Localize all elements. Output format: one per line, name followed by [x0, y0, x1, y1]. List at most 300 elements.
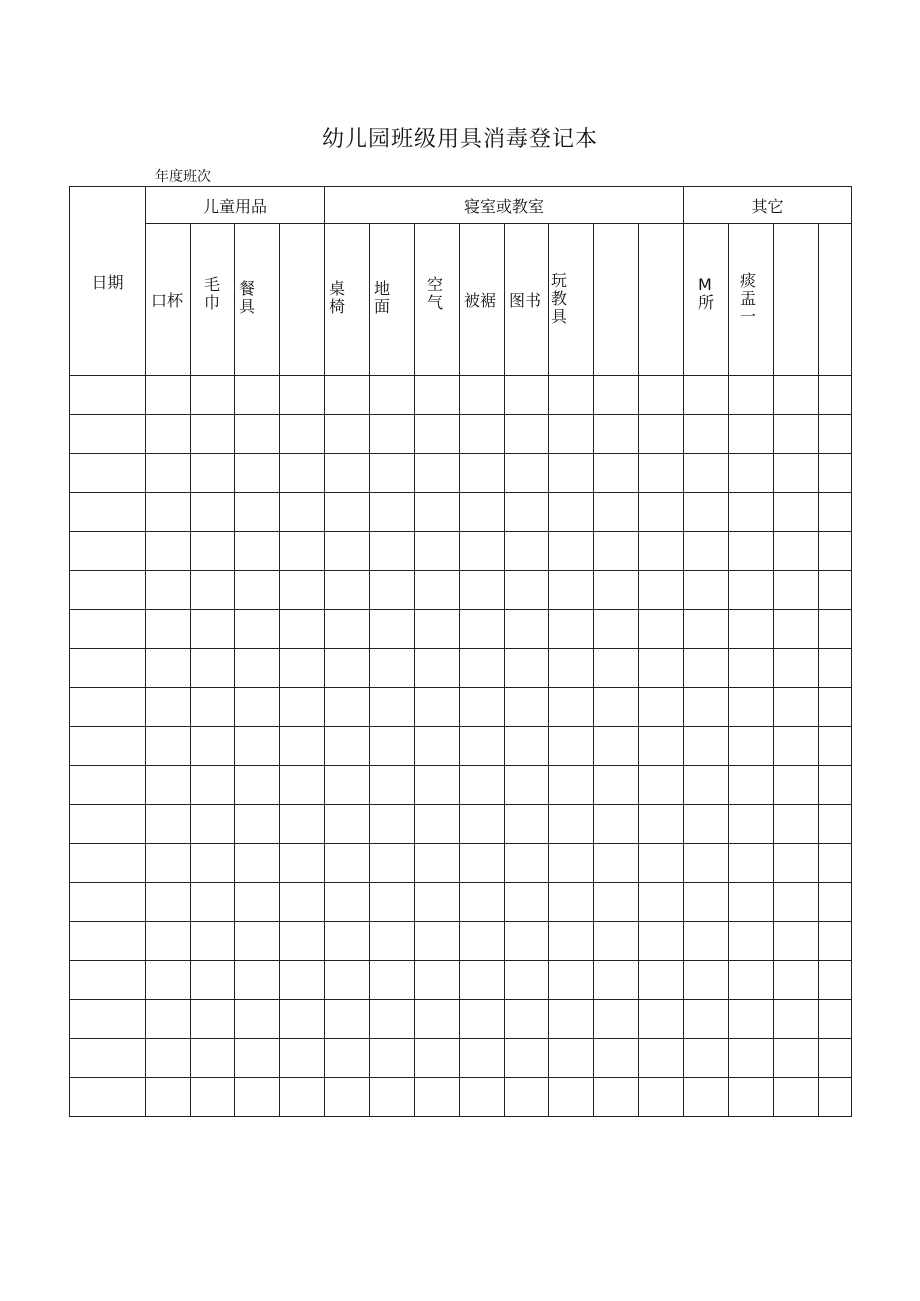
record-cell[interactable]: [146, 688, 191, 727]
record-cell[interactable]: [639, 1078, 684, 1117]
record-cell[interactable]: [774, 1039, 819, 1078]
record-cell[interactable]: [639, 493, 684, 532]
record-cell[interactable]: [549, 610, 594, 649]
record-cell[interactable]: [639, 688, 684, 727]
record-cell[interactable]: [460, 922, 505, 961]
record-cell[interactable]: [460, 1078, 505, 1117]
record-cell[interactable]: [639, 883, 684, 922]
record-cell[interactable]: [460, 610, 505, 649]
record-cell[interactable]: [549, 688, 594, 727]
record-cell[interactable]: [549, 922, 594, 961]
record-cell[interactable]: [280, 571, 325, 610]
record-cell[interactable]: [146, 766, 191, 805]
record-cell[interactable]: [594, 493, 639, 532]
record-cell[interactable]: [235, 1000, 280, 1039]
record-cell[interactable]: [639, 610, 684, 649]
date-cell[interactable]: [70, 1078, 146, 1117]
record-cell[interactable]: [819, 766, 852, 805]
record-cell[interactable]: [191, 1000, 235, 1039]
record-cell[interactable]: [549, 493, 594, 532]
record-cell[interactable]: [549, 766, 594, 805]
record-cell[interactable]: [415, 883, 460, 922]
record-cell[interactable]: [729, 610, 774, 649]
record-cell[interactable]: [235, 1078, 280, 1117]
record-cell[interactable]: [774, 649, 819, 688]
record-cell[interactable]: [729, 532, 774, 571]
record-cell[interactable]: [235, 961, 280, 1000]
record-cell[interactable]: [325, 454, 370, 493]
record-cell[interactable]: [549, 454, 594, 493]
record-cell[interactable]: [549, 1039, 594, 1078]
record-cell[interactable]: [729, 1039, 774, 1078]
record-cell[interactable]: [191, 688, 235, 727]
record-cell[interactable]: [594, 532, 639, 571]
date-cell[interactable]: [70, 532, 146, 571]
record-cell[interactable]: [235, 766, 280, 805]
record-cell[interactable]: [235, 844, 280, 883]
date-cell[interactable]: [70, 610, 146, 649]
record-cell[interactable]: [325, 571, 370, 610]
record-cell[interactable]: [325, 961, 370, 1000]
record-cell[interactable]: [819, 727, 852, 766]
record-cell[interactable]: [325, 727, 370, 766]
record-cell[interactable]: [774, 493, 819, 532]
record-cell[interactable]: [370, 610, 415, 649]
record-cell[interactable]: [370, 1078, 415, 1117]
record-cell[interactable]: [370, 922, 415, 961]
date-cell[interactable]: [70, 1039, 146, 1078]
record-cell[interactable]: [819, 454, 852, 493]
record-cell[interactable]: [774, 961, 819, 1000]
record-cell[interactable]: [774, 805, 819, 844]
record-cell[interactable]: [729, 493, 774, 532]
date-cell[interactable]: [70, 883, 146, 922]
record-cell[interactable]: [505, 1000, 549, 1039]
record-cell[interactable]: [774, 454, 819, 493]
record-cell[interactable]: [146, 727, 191, 766]
record-cell[interactable]: [639, 1000, 684, 1039]
record-cell[interactable]: [729, 805, 774, 844]
record-cell[interactable]: [594, 688, 639, 727]
record-cell[interactable]: [415, 376, 460, 415]
record-cell[interactable]: [191, 961, 235, 1000]
record-cell[interactable]: [235, 376, 280, 415]
record-cell[interactable]: [235, 415, 280, 454]
record-cell[interactable]: [325, 883, 370, 922]
record-cell[interactable]: [594, 883, 639, 922]
record-cell[interactable]: [729, 688, 774, 727]
date-cell[interactable]: [70, 649, 146, 688]
record-cell[interactable]: [549, 649, 594, 688]
record-cell[interactable]: [684, 649, 729, 688]
record-cell[interactable]: [774, 1078, 819, 1117]
record-cell[interactable]: [594, 961, 639, 1000]
record-cell[interactable]: [325, 805, 370, 844]
record-cell[interactable]: [594, 571, 639, 610]
record-cell[interactable]: [370, 1039, 415, 1078]
record-cell[interactable]: [594, 805, 639, 844]
record-cell[interactable]: [774, 610, 819, 649]
date-cell[interactable]: [70, 454, 146, 493]
record-cell[interactable]: [684, 1039, 729, 1078]
record-cell[interactable]: [370, 415, 415, 454]
record-cell[interactable]: [146, 1078, 191, 1117]
record-cell[interactable]: [280, 649, 325, 688]
record-cell[interactable]: [505, 961, 549, 1000]
record-cell[interactable]: [460, 532, 505, 571]
record-cell[interactable]: [684, 1000, 729, 1039]
record-cell[interactable]: [549, 961, 594, 1000]
record-cell[interactable]: [819, 610, 852, 649]
date-cell[interactable]: [70, 688, 146, 727]
record-cell[interactable]: [235, 493, 280, 532]
record-cell[interactable]: [191, 883, 235, 922]
date-cell[interactable]: [70, 922, 146, 961]
record-cell[interactable]: [639, 961, 684, 1000]
record-cell[interactable]: [505, 610, 549, 649]
record-cell[interactable]: [235, 688, 280, 727]
record-cell[interactable]: [280, 922, 325, 961]
record-cell[interactable]: [370, 571, 415, 610]
record-cell[interactable]: [505, 649, 549, 688]
record-cell[interactable]: [280, 610, 325, 649]
record-cell[interactable]: [191, 610, 235, 649]
record-cell[interactable]: [191, 922, 235, 961]
record-cell[interactable]: [280, 1000, 325, 1039]
record-cell[interactable]: [460, 493, 505, 532]
record-cell[interactable]: [729, 1078, 774, 1117]
record-cell[interactable]: [235, 571, 280, 610]
date-cell[interactable]: [70, 493, 146, 532]
record-cell[interactable]: [819, 415, 852, 454]
record-cell[interactable]: [505, 688, 549, 727]
record-cell[interactable]: [594, 844, 639, 883]
record-cell[interactable]: [639, 805, 684, 844]
record-cell[interactable]: [505, 415, 549, 454]
record-cell[interactable]: [594, 649, 639, 688]
record-cell[interactable]: [191, 1039, 235, 1078]
record-cell[interactable]: [819, 961, 852, 1000]
record-cell[interactable]: [370, 493, 415, 532]
record-cell[interactable]: [460, 805, 505, 844]
record-cell[interactable]: [191, 532, 235, 571]
record-cell[interactable]: [684, 844, 729, 883]
record-cell[interactable]: [549, 1078, 594, 1117]
record-cell[interactable]: [594, 610, 639, 649]
record-cell[interactable]: [280, 883, 325, 922]
record-cell[interactable]: [819, 493, 852, 532]
record-cell[interactable]: [280, 1078, 325, 1117]
record-cell[interactable]: [325, 922, 370, 961]
record-cell[interactable]: [415, 961, 460, 1000]
record-cell[interactable]: [191, 1078, 235, 1117]
record-cell[interactable]: [684, 805, 729, 844]
record-cell[interactable]: [594, 376, 639, 415]
record-cell[interactable]: [235, 532, 280, 571]
record-cell[interactable]: [235, 454, 280, 493]
record-cell[interactable]: [505, 844, 549, 883]
record-cell[interactable]: [146, 922, 191, 961]
record-cell[interactable]: [460, 454, 505, 493]
record-cell[interactable]: [280, 532, 325, 571]
record-cell[interactable]: [774, 922, 819, 961]
record-cell[interactable]: [729, 922, 774, 961]
record-cell[interactable]: [639, 1039, 684, 1078]
record-cell[interactable]: [325, 376, 370, 415]
record-cell[interactable]: [505, 727, 549, 766]
record-cell[interactable]: [505, 805, 549, 844]
record-cell[interactable]: [639, 415, 684, 454]
record-cell[interactable]: [325, 415, 370, 454]
record-cell[interactable]: [415, 532, 460, 571]
record-cell[interactable]: [191, 571, 235, 610]
record-cell[interactable]: [819, 376, 852, 415]
record-cell[interactable]: [280, 415, 325, 454]
record-cell[interactable]: [774, 376, 819, 415]
record-cell[interactable]: [146, 610, 191, 649]
date-cell[interactable]: [70, 961, 146, 1000]
record-cell[interactable]: [819, 883, 852, 922]
record-cell[interactable]: [280, 844, 325, 883]
record-cell[interactable]: [370, 961, 415, 1000]
record-cell[interactable]: [505, 883, 549, 922]
record-cell[interactable]: [639, 766, 684, 805]
record-cell[interactable]: [684, 454, 729, 493]
record-cell[interactable]: [774, 844, 819, 883]
record-cell[interactable]: [594, 922, 639, 961]
record-cell[interactable]: [460, 727, 505, 766]
record-cell[interactable]: [415, 493, 460, 532]
record-cell[interactable]: [191, 766, 235, 805]
record-cell[interactable]: [460, 844, 505, 883]
record-cell[interactable]: [729, 415, 774, 454]
record-cell[interactable]: [819, 1078, 852, 1117]
record-cell[interactable]: [460, 376, 505, 415]
record-cell[interactable]: [549, 883, 594, 922]
record-cell[interactable]: [729, 766, 774, 805]
date-cell[interactable]: [70, 844, 146, 883]
record-cell[interactable]: [460, 961, 505, 1000]
record-cell[interactable]: [639, 844, 684, 883]
record-cell[interactable]: [549, 1000, 594, 1039]
date-cell[interactable]: [70, 571, 146, 610]
record-cell[interactable]: [729, 844, 774, 883]
record-cell[interactable]: [280, 454, 325, 493]
record-cell[interactable]: [505, 1039, 549, 1078]
record-cell[interactable]: [146, 883, 191, 922]
record-cell[interactable]: [729, 727, 774, 766]
record-cell[interactable]: [146, 1039, 191, 1078]
record-cell[interactable]: [146, 844, 191, 883]
record-cell[interactable]: [505, 766, 549, 805]
record-cell[interactable]: [594, 1000, 639, 1039]
record-cell[interactable]: [191, 454, 235, 493]
record-cell[interactable]: [370, 766, 415, 805]
record-cell[interactable]: [684, 532, 729, 571]
record-cell[interactable]: [235, 610, 280, 649]
record-cell[interactable]: [729, 454, 774, 493]
record-cell[interactable]: [819, 1039, 852, 1078]
record-cell[interactable]: [684, 571, 729, 610]
record-cell[interactable]: [146, 961, 191, 1000]
record-cell[interactable]: [325, 610, 370, 649]
record-cell[interactable]: [146, 1000, 191, 1039]
record-cell[interactable]: [819, 649, 852, 688]
record-cell[interactable]: [819, 532, 852, 571]
record-cell[interactable]: [191, 493, 235, 532]
record-cell[interactable]: [639, 376, 684, 415]
record-cell[interactable]: [235, 1039, 280, 1078]
record-cell[interactable]: [729, 571, 774, 610]
record-cell[interactable]: [594, 727, 639, 766]
record-cell[interactable]: [594, 766, 639, 805]
record-cell[interactable]: [819, 922, 852, 961]
record-cell[interactable]: [639, 571, 684, 610]
record-cell[interactable]: [460, 1039, 505, 1078]
record-cell[interactable]: [370, 532, 415, 571]
record-cell[interactable]: [684, 415, 729, 454]
date-cell[interactable]: [70, 376, 146, 415]
record-cell[interactable]: [146, 454, 191, 493]
record-cell[interactable]: [684, 727, 729, 766]
record-cell[interactable]: [370, 1000, 415, 1039]
record-cell[interactable]: [325, 1039, 370, 1078]
record-cell[interactable]: [505, 1078, 549, 1117]
record-cell[interactable]: [774, 727, 819, 766]
record-cell[interactable]: [774, 415, 819, 454]
record-cell[interactable]: [146, 649, 191, 688]
record-cell[interactable]: [325, 532, 370, 571]
record-cell[interactable]: [774, 766, 819, 805]
record-cell[interactable]: [639, 532, 684, 571]
date-cell[interactable]: [70, 727, 146, 766]
record-cell[interactable]: [684, 610, 729, 649]
record-cell[interactable]: [729, 376, 774, 415]
record-cell[interactable]: [280, 805, 325, 844]
record-cell[interactable]: [146, 493, 191, 532]
record-cell[interactable]: [505, 532, 549, 571]
record-cell[interactable]: [774, 688, 819, 727]
record-cell[interactable]: [549, 571, 594, 610]
record-cell[interactable]: [684, 1078, 729, 1117]
record-cell[interactable]: [774, 883, 819, 922]
record-cell[interactable]: [235, 727, 280, 766]
record-cell[interactable]: [684, 688, 729, 727]
record-cell[interactable]: [325, 844, 370, 883]
record-cell[interactable]: [280, 493, 325, 532]
record-cell[interactable]: [325, 1078, 370, 1117]
record-cell[interactable]: [325, 766, 370, 805]
record-cell[interactable]: [505, 376, 549, 415]
record-cell[interactable]: [729, 961, 774, 1000]
record-cell[interactable]: [460, 1000, 505, 1039]
record-cell[interactable]: [774, 532, 819, 571]
record-cell[interactable]: [594, 1039, 639, 1078]
record-cell[interactable]: [415, 1039, 460, 1078]
record-cell[interactable]: [235, 883, 280, 922]
record-cell[interactable]: [415, 1078, 460, 1117]
record-cell[interactable]: [729, 649, 774, 688]
record-cell[interactable]: [415, 649, 460, 688]
record-cell[interactable]: [639, 727, 684, 766]
record-cell[interactable]: [146, 571, 191, 610]
record-cell[interactable]: [460, 649, 505, 688]
record-cell[interactable]: [146, 376, 191, 415]
record-cell[interactable]: [460, 688, 505, 727]
record-cell[interactable]: [505, 922, 549, 961]
record-cell[interactable]: [684, 493, 729, 532]
record-cell[interactable]: [594, 454, 639, 493]
record-cell[interactable]: [549, 727, 594, 766]
record-cell[interactable]: [819, 571, 852, 610]
record-cell[interactable]: [370, 805, 415, 844]
record-cell[interactable]: [639, 454, 684, 493]
record-cell[interactable]: [325, 1000, 370, 1039]
record-cell[interactable]: [235, 649, 280, 688]
record-cell[interactable]: [549, 415, 594, 454]
record-cell[interactable]: [594, 415, 639, 454]
record-cell[interactable]: [415, 454, 460, 493]
record-cell[interactable]: [370, 376, 415, 415]
record-cell[interactable]: [415, 688, 460, 727]
record-cell[interactable]: [280, 376, 325, 415]
record-cell[interactable]: [325, 688, 370, 727]
record-cell[interactable]: [819, 688, 852, 727]
record-cell[interactable]: [370, 727, 415, 766]
date-cell[interactable]: [70, 1000, 146, 1039]
record-cell[interactable]: [684, 766, 729, 805]
record-cell[interactable]: [280, 727, 325, 766]
record-cell[interactable]: [549, 844, 594, 883]
record-cell[interactable]: [460, 415, 505, 454]
record-cell[interactable]: [549, 376, 594, 415]
record-cell[interactable]: [774, 571, 819, 610]
record-cell[interactable]: [460, 883, 505, 922]
record-cell[interactable]: [460, 571, 505, 610]
record-cell[interactable]: [774, 1000, 819, 1039]
record-cell[interactable]: [370, 688, 415, 727]
record-cell[interactable]: [549, 805, 594, 844]
record-cell[interactable]: [684, 883, 729, 922]
record-cell[interactable]: [146, 415, 191, 454]
record-cell[interactable]: [191, 805, 235, 844]
record-cell[interactable]: [819, 844, 852, 883]
record-cell[interactable]: [819, 1000, 852, 1039]
record-cell[interactable]: [639, 649, 684, 688]
record-cell[interactable]: [146, 805, 191, 844]
record-cell[interactable]: [146, 532, 191, 571]
record-cell[interactable]: [594, 1078, 639, 1117]
record-cell[interactable]: [191, 649, 235, 688]
record-cell[interactable]: [505, 454, 549, 493]
record-cell[interactable]: [415, 922, 460, 961]
record-cell[interactable]: [415, 1000, 460, 1039]
record-cell[interactable]: [370, 844, 415, 883]
record-cell[interactable]: [235, 922, 280, 961]
record-cell[interactable]: [505, 571, 549, 610]
record-cell[interactable]: [415, 610, 460, 649]
record-cell[interactable]: [729, 883, 774, 922]
record-cell[interactable]: [191, 376, 235, 415]
record-cell[interactable]: [684, 922, 729, 961]
record-cell[interactable]: [415, 844, 460, 883]
record-cell[interactable]: [325, 493, 370, 532]
record-cell[interactable]: [191, 415, 235, 454]
record-cell[interactable]: [415, 571, 460, 610]
record-cell[interactable]: [280, 1039, 325, 1078]
record-cell[interactable]: [280, 961, 325, 1000]
record-cell[interactable]: [370, 454, 415, 493]
